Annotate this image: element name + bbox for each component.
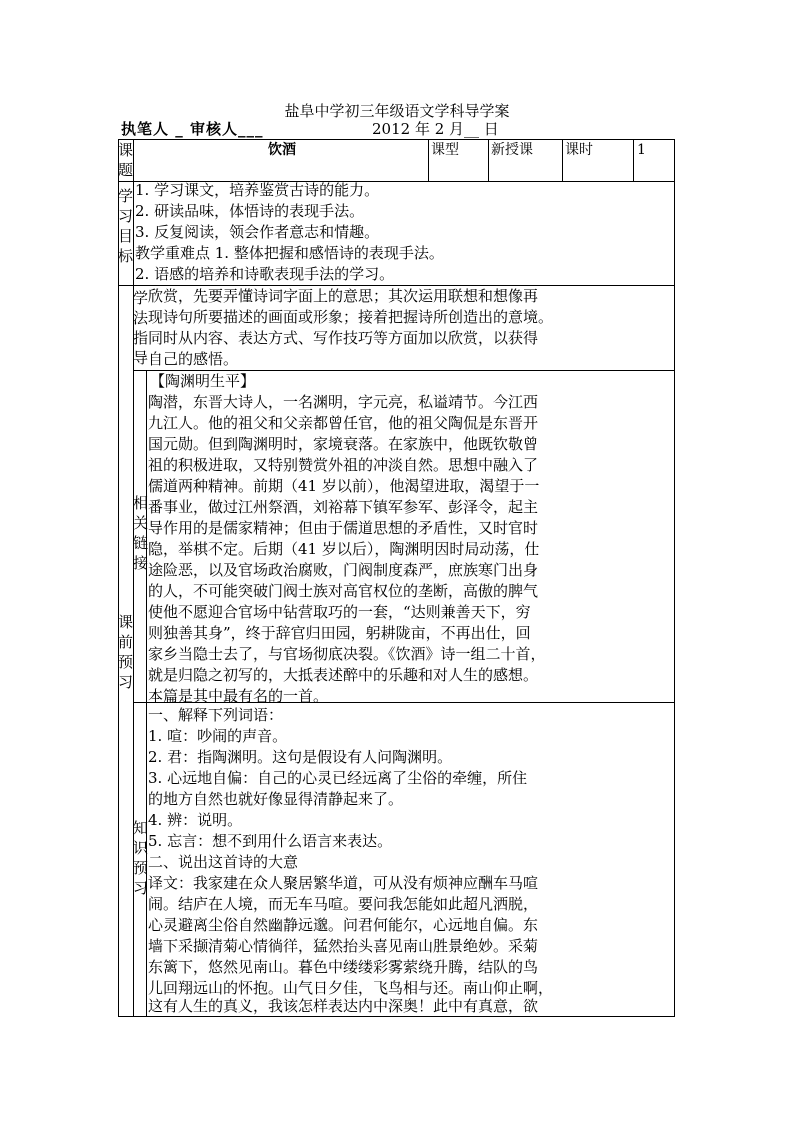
related-line: 祖的积极进取，又特别赞赏外祖的冲淡自然。思想中融入了	[148, 456, 539, 474]
col-divider	[133, 370, 134, 1017]
related-line: 儒道两种精神。前期（41 岁以前），他渴望进取，渴望于一	[148, 477, 540, 495]
col-divider	[133, 181, 134, 285]
col-divider	[488, 139, 489, 181]
knowledge-line: 5. 忘言：想不到用什么语言来表达。	[148, 832, 393, 850]
related-line: 【陶渊明生平】	[150, 372, 256, 390]
related-line: 就是归隐之初写的，大抵表述醉中的乐趣和对人生的感想。	[148, 666, 539, 684]
knowledge-line: 4. 辨：说明。	[148, 811, 243, 829]
hours-label: 课时	[565, 142, 593, 158]
knowledge-line: 这有人生的真义，我该怎样表达内中深奥！此中有真意，欲	[148, 997, 539, 1015]
col-divider	[146, 370, 147, 1017]
related-line: 国元勋。但到陶渊明时，家境衰落。在家族中，他既钦敬曾	[148, 435, 539, 453]
knowledge-line: 东篱下，悠然见南山。暮色中缕缕彩雾萦绕升腾，结队的鸟	[148, 958, 539, 976]
related-line: 番事业，做过江州祭酒，刘裕幕下镇军参军、彭泽令，起主	[148, 498, 539, 516]
method-line: 自己的感悟。	[148, 350, 239, 368]
related-label: 相关链接	[133, 494, 149, 572]
knowledge-line: 心灵避离尘俗自然幽静远邈。问君何能尔，心远地自偏。东	[148, 916, 539, 934]
knowledge-line: 儿回翔远山的怀抱。山气日夕佳，飞鸟相与还。南山仰止啊，	[148, 979, 554, 997]
goals-label: 学习目标	[118, 187, 134, 265]
knowledge-line: 墙下采撷清菊心情徜徉，猛然抬头喜见南山胜景绝妙。采菊	[148, 937, 539, 955]
method-line: 欣赏，先要弄懂诗词字面上的意思；其次运用联想和想像再	[148, 287, 539, 305]
page-title: 盐阜中学初三年级语文学科导学案	[284, 102, 510, 120]
related-line: 本篇是其中最有名的一首。	[148, 687, 329, 705]
related-line: 则独善其身”，终于辞官归田园，躬耕陇亩，不再出仕，回	[148, 624, 531, 642]
method-line: 同时从内容、表达方式、写作技巧等方面加以欣赏，以获得	[148, 329, 539, 347]
related-line: 九江人。他的祖父和父亲都曾任官，他的祖父陶侃是东晋开	[148, 414, 539, 432]
related-line: 途险恶，以及官场政治腐败，门阀制度森严，庶族寒门出身	[148, 561, 539, 579]
related-line: 导作用的是儒家精神；但由于儒道思想的矛盾性，又时官时	[148, 519, 539, 537]
preview-label: 课前预习	[118, 613, 134, 691]
goals-line: 3. 反复阅读，领会作者意志和情趣。	[135, 223, 380, 241]
method-label: 学法指导	[133, 289, 149, 367]
knowledge-line: 闹。结庐在人境，而无车马喧。要问我怎能如此超凡洒脱，	[148, 895, 539, 913]
related-line: 隐，举棋不定。后期（41 岁以后），陶渊明因时局动荡，仕	[148, 540, 540, 558]
knowledge-line: 一、解释下列词语：	[148, 706, 284, 724]
goals-line: 2. 语感的培养和诗歌表现手法的学习。	[135, 265, 395, 283]
cell-topic-label: 课题	[118, 141, 134, 179]
knowledge-line: 1. 喧：吵闹的声音。	[148, 727, 288, 745]
author-line: 执笔人 _ 审核人___	[121, 120, 264, 138]
knowledge-line: 译文：我家建在众人聚居繁华道，可从没有烦神应酬车马喧	[148, 874, 539, 892]
knowledge-label: 知识预习	[133, 819, 149, 897]
col-divider	[633, 139, 634, 181]
knowledge-line: 二、说出这首诗的大意	[148, 853, 299, 871]
related-line: 的人，不可能突破门阀士族对高官权位的垄断，高傲的脾气	[148, 582, 539, 600]
related-line: 使他不愿迎合官场中钻营取巧的一套，“达则兼善天下，穷	[148, 603, 531, 621]
knowledge-line: 的地方自然也就好像显得清静起来了。	[148, 790, 404, 808]
goals-line: 2. 研读品味，体悟诗的表现手法。	[135, 202, 365, 220]
goals-line: 教学重难点 1. 整体把握和感悟诗的表现手法。	[135, 244, 444, 262]
knowledge-line: 3. 心远地自偏：自己的心灵已经远离了尘俗的牵缠，所住	[148, 769, 528, 787]
col-divider	[133, 139, 134, 181]
col-divider	[562, 139, 563, 181]
method-line: 现诗句所要描述的画面或形象；接着把握诗所创造出的意境。	[148, 308, 554, 326]
related-line: 陶潜，东晋大诗人，一名渊明，字元亮，私谥靖节。今江西	[148, 393, 539, 411]
related-line: 家乡当隐士去了，与官场彻底决裂。《饮酒》诗一组二十首，	[148, 645, 546, 663]
col-divider	[428, 139, 429, 181]
type-label: 课型	[431, 142, 459, 158]
hours-value: 1	[637, 142, 646, 158]
date-line: 2012 年 2 月__ 日	[372, 120, 499, 138]
goals-line: 1. 学习课文，培养鉴赏古诗的能力。	[135, 181, 380, 199]
knowledge-line: 2. 君：指陶渊明。这句是假设有人问陶渊明。	[148, 748, 453, 766]
type-value: 新授课	[491, 142, 533, 158]
lesson-title: 饮酒	[268, 142, 296, 158]
